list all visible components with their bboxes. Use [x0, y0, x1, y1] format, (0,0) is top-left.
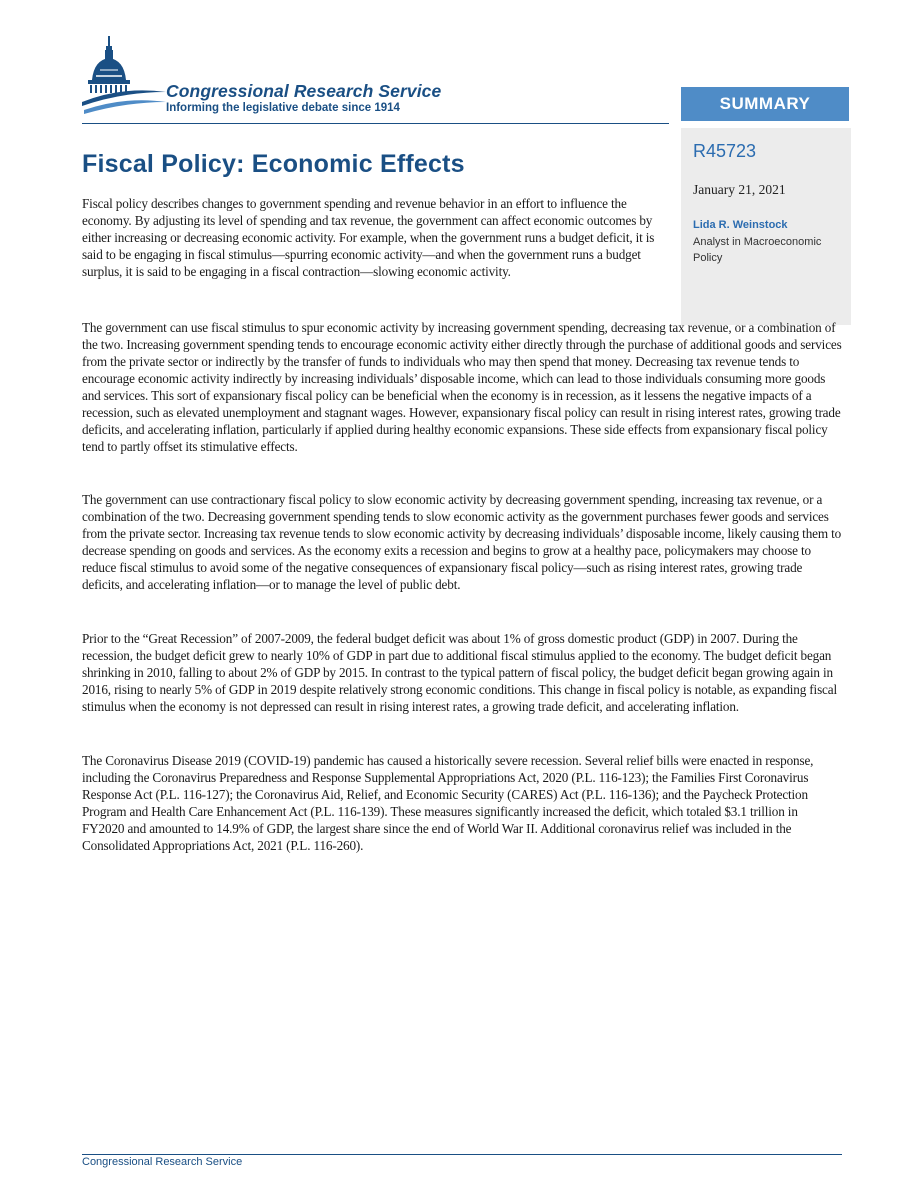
page-title: Fiscal Policy: Economic Effects: [82, 150, 465, 178]
crs-logo: [82, 36, 482, 122]
author-title: Analyst in Macroeconomic Policy: [693, 236, 822, 264]
report-number: R45723: [693, 141, 757, 161]
org-tagline: Informing the legislative debate since 1914: [166, 102, 400, 114]
paragraph: Fiscal policy describes changes to government spending and revenue behavior in an effort to influence the economy. By adjusting its level of spending and tax revenue, the government can affect economic outcomes by either increasing or decreasing economic activity. For example, when the government runs a budget deficit, it is said to be engaging in fiscal stimulus—spurring economic activity—and when the government runs a budget surplus, it is said to be engaging in a fiscal contraction—slowing economic activity.: [82, 196, 655, 279]
paragraph: The government can use contractionary fiscal policy to slow economic activity by decreasing government spending, increasing tax revenue, or a combination of the two. Decreasing government spending tends to slow economic activity as the government purchases fewer goods and services from the private sector. Increasing tax revenue tends to slow economic activity by decreasing individuals’ disposable income, likely causing them to decrease spending on goods and services. As the economy exits a recession and begins to grow at a healthy pace, policymakers may choose to reduce fiscal stimulus to avoid some of the negative consequences of expansionary fiscal policy—such as rising interest rates, growing trade deficits, and accelerating inflation—or to manage the level of public debt.: [82, 492, 842, 592]
summary-tab: SUMMARY: [681, 87, 849, 121]
footer-divider: [82, 1154, 842, 1155]
footer-text: Congressional Research Service: [82, 1156, 243, 1168]
org-name: Congressional Research Service: [166, 81, 442, 101]
paragraph: The government can use fiscal stimulus to spur economic activity by increasing government spending, decreasing tax revenue, or a combination of the two. Increasing government spending tends to encourage economic activity either directly through the purchase of additional goods and services from the private sector or indirectly by the transfer of funds to individuals who may then spend that money. Decreasing tax revenue tends to encourage economic activity indirectly by increasing individuals’ disposable income, which can lead to those individuals consuming more goods and services. This sort of expansionary fiscal policy can be beneficial when the economy is in recession, as it lessens the negative impacts of a recession, such as elevated unemployment and stagnant wages. However, expansionary fiscal policy can result in rising interest rates, growing trade deficits, and accelerating inflation, particularly if applied during healthy economic expansions. These side effects from expansionary fiscal policy tend to partly offset its stimulative effects.: [82, 320, 842, 454]
header-divider: [82, 123, 669, 124]
report-date: January 21, 2021: [693, 182, 786, 197]
paragraph: Prior to the “Great Recession” of 2007-2009, the federal budget deficit was about 1% of gross domestic product (GDP) in 2007. During the recession, the budget deficit grew to nearly 10% of GDP in part due to additional fiscal stimulus applied to the economy. The budget deficit began shrinking in 2010, falling to about 2% of GDP by 2015. In contrast to the typical pattern of fiscal policy, the budget deficit began growing again in 2016, rising to nearly 5% of GDP in 2019 despite relatively strong economic conditions. This change in fiscal policy is notable, as expanding fiscal stimulus when the economy is not depressed can result in rising interest rates, a growing trade deficit, and accelerating inflation.: [82, 631, 837, 714]
author-name: Lida R. Weinstock: [693, 219, 788, 231]
paragraph: The Coronavirus Disease 2019 (COVID-19) pandemic has caused a historically severe recession. Several relief bills were enacted in response, including the Coronavirus Preparedness and Response Supplemental Appropriations Act, 2020 (P.L. 116-123); the Families First Coronavirus Response Act (P.L. 116-127); the Coronavirus Aid, Relief, and Economic Security (CARES) Act (P.L. 116-136); and the Paycheck Protection Program and Health Care Enhancement Act (P.L. 116-139). These measures significantly increased the deficit, which totaled $3.1 trillion in FY2020 and amounted to 14.9% of GDP, the largest share since the end of World War II. Additional coronavirus relief was included in the Consolidated Appropriations Act, 2021 (P.L. 116-260).: [82, 753, 814, 853]
capitol-dome-icon: [82, 36, 166, 122]
